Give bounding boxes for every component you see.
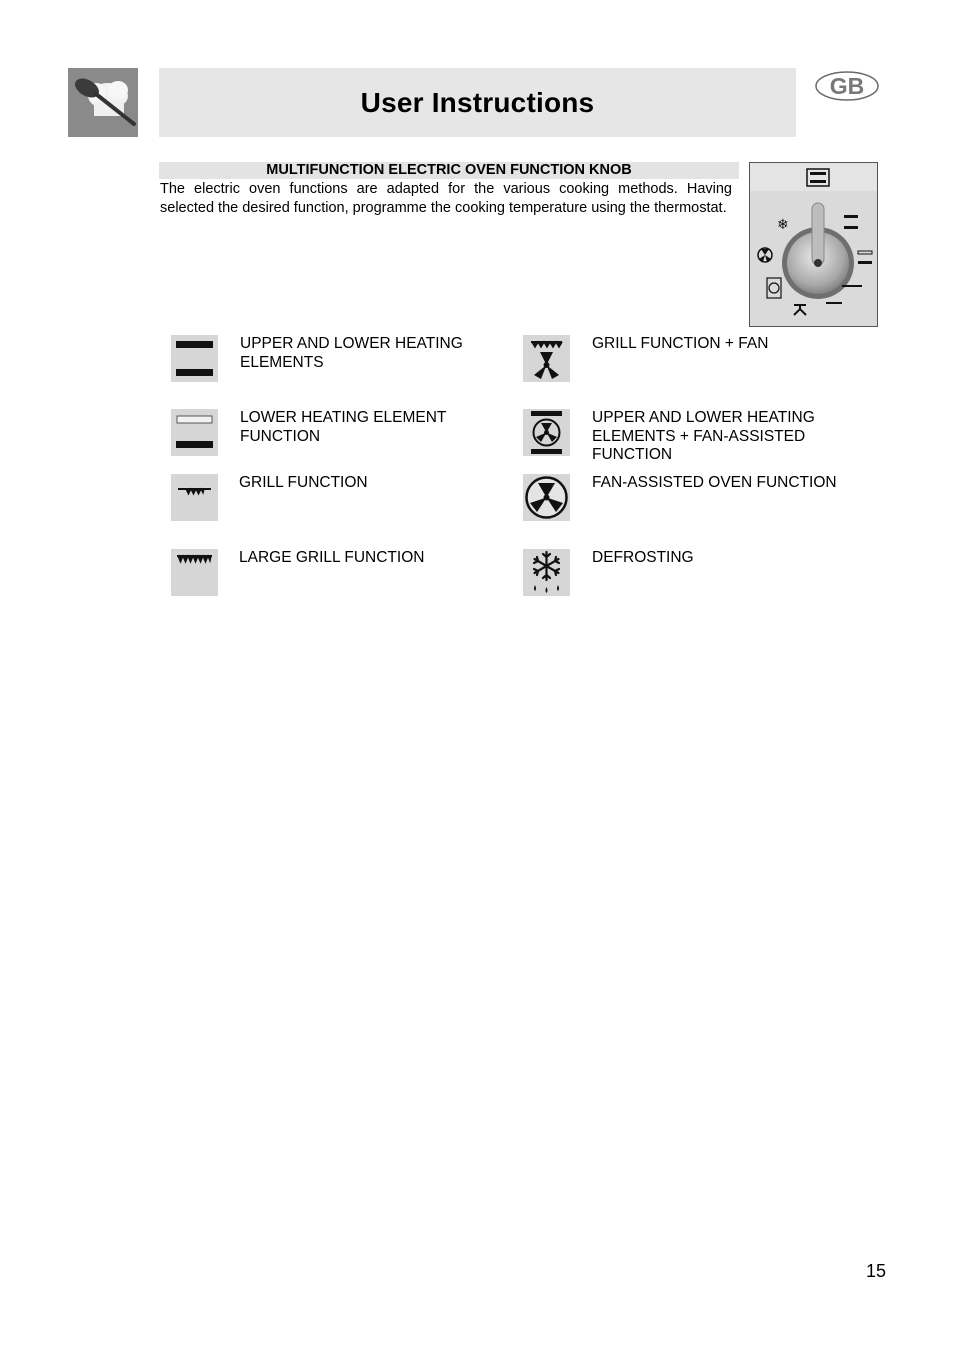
function-label: GRILL FUNCTION + FAN <box>592 335 769 352</box>
language-badge <box>814 70 880 102</box>
function-label: GRILL FUNCTION <box>239 474 368 491</box>
upper-lower-heating-icon <box>171 335 218 382</box>
language-badge-text: GB <box>829 73 865 99</box>
oven-knob-icon <box>750 163 878 327</box>
function-label: LOWER HEATING ELEMENT FUNCTION <box>240 409 447 445</box>
grill-fan-icon <box>523 335 570 382</box>
function-label: FAN-ASSISTED OVEN FUNCTION <box>592 474 837 491</box>
chef-logo <box>68 68 138 137</box>
spoon-chef-hat-icon <box>68 68 138 137</box>
intro-paragraph: The electric oven functions are adapted for the various cooking methods. Having selected the desired function, programme the cooking temperature using the thermostat. <box>160 181 732 216</box>
function-label: UPPER AND LOWER HEATING ELEMENTS <box>240 335 463 371</box>
function-label: DEFROSTING <box>592 549 694 566</box>
function-knob-illustration <box>749 162 878 327</box>
grill-icon <box>171 474 218 521</box>
fan-oven-icon <box>523 474 570 521</box>
defrost-icon <box>523 549 570 596</box>
header-bar <box>159 68 796 137</box>
lower-heating-icon <box>171 409 218 456</box>
function-label: LARGE GRILL FUNCTION <box>239 549 425 566</box>
section-heading: MULTIFUNCTION ELECTRIC OVEN FUNCTION KNOB <box>159 162 739 179</box>
upper-lower-fan-icon <box>523 409 570 456</box>
svg-text:❄: ❄ <box>777 217 789 233</box>
page-number: 15 <box>865 1261 886 1281</box>
page-title: User Instructions <box>360 86 595 118</box>
large-grill-icon <box>171 549 218 596</box>
function-label: UPPER AND LOWER HEATING ELEMENTS + FAN-ASSISTED FUNCTION <box>592 409 815 463</box>
